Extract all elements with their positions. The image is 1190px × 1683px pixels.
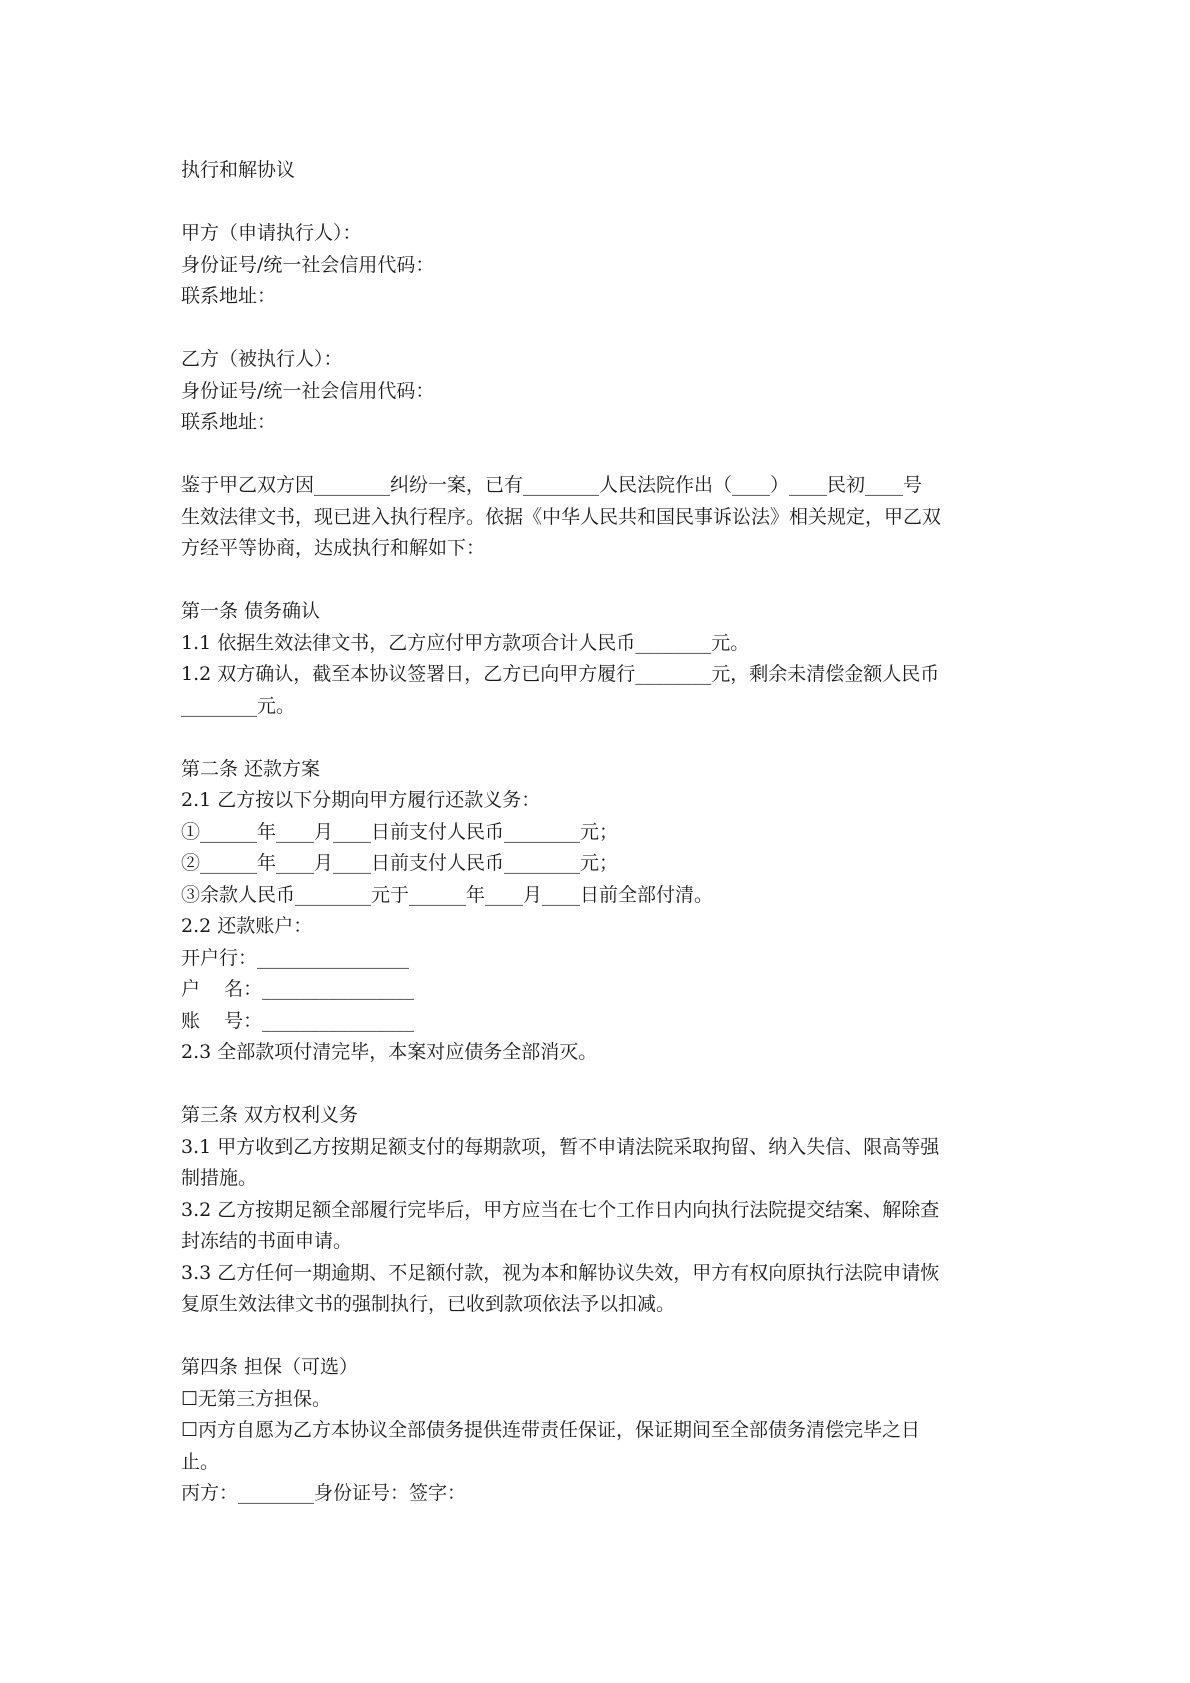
- article2-line: ②______年____月____日前支付人民币________元；: [181, 852, 619, 874]
- article4-line: 止。: [181, 1450, 220, 1473]
- guarantee-option-none[interactable]: ☐无第三方担保。: [181, 1387, 332, 1410]
- document-title: 执行和解协议: [181, 159, 296, 181]
- article2-line: 2.1 乙方按以下分期向甲方履行还款义务：: [181, 789, 541, 811]
- guarantor-signature-line: 丙方：________身份证号：签字：: [181, 1482, 467, 1504]
- account-bank-field: 开户行：________________: [181, 946, 410, 969]
- guarantee-option-third-party[interactable]: ☐丙方自愿为乙方本协议全部债务提供连带责任保证，保证期间至全部债务清偿完毕之日: [181, 1419, 921, 1441]
- party-b-address-label: 联系地址：: [181, 411, 277, 433]
- article3-line: 3.1 甲方收到乙方按期足额支付的每期款项，暂不申请法院采取拘留、纳入失信、限高等强: [181, 1135, 940, 1158]
- article2-line: ③余款人民币________元于______年____月____日前全部付清。: [181, 883, 714, 906]
- party-b-heading: 乙方（被执行人）：: [181, 348, 343, 370]
- spacer: [181, 313, 1021, 345]
- article3-heading: 第三条 双方权利义务: [181, 1104, 359, 1126]
- party-a-address-label: 联系地址：: [181, 285, 277, 307]
- article1-line: ________元。: [181, 694, 296, 717]
- account-number-field: 账 号：________________: [181, 1009, 415, 1032]
- article1-heading: 第一条 债务确认: [181, 600, 321, 622]
- article3-line: 封冻结的书面申请。: [181, 1230, 353, 1252]
- preamble-line: 生效法律文书，现已进入执行程序。依据《中华人民共和国民事诉讼法》相关规定，甲乙双: [181, 505, 942, 528]
- article1-line: 1.1 依据生效法律文书，乙方应付甲方款项合计人民币________元。: [181, 631, 750, 654]
- account-name-field: 户 名：________________: [181, 978, 415, 1000]
- party-a-id-label: 身份证号/统一社会信用代码：: [181, 253, 435, 276]
- article2-line: 2.3 全部款项付清完毕，本案对应债务全部消灭。: [181, 1041, 598, 1063]
- preamble-line: 方经平等协商，达成执行和解如下：: [181, 537, 486, 559]
- article2-line: 2.2 还款账户：: [181, 915, 313, 937]
- spacer: [181, 187, 1021, 219]
- party-a-heading: 甲方（申请执行人）：: [181, 222, 362, 244]
- spacer: [181, 722, 1021, 754]
- article2-heading: 第二条 还款方案: [181, 757, 321, 780]
- preamble-line: 鉴于甲乙双方因________纠纷一案，已有________人民法院作出（____）____民初____号: [181, 474, 923, 496]
- article3-line: 3.2 乙方按期足额全部履行完毕后，甲方应当在七个工作日内向执行法院提交结案、解除查: [181, 1198, 940, 1221]
- party-b-id-label: 身份证号/统一社会信用代码：: [181, 379, 435, 402]
- article3-line: 3.3 乙方任何一期逾期、不足额付款，视为本和解协议失效，甲方有权向原执行法院申请恢: [181, 1261, 940, 1284]
- article1-line: 1.2 双方确认，截至本协议签署日，乙方已向甲方履行________元，剩余未清偿金额人民币: [181, 663, 940, 685]
- article4-heading: 第四条 担保（可选）: [181, 1356, 359, 1378]
- article3-line: 复原生效法律文书的强制执行，已收到款项依法予以扣减。: [181, 1293, 676, 1315]
- agreement-page: [181, 155, 1021, 1510]
- spacer: [181, 1069, 1021, 1101]
- spacer: [181, 439, 1021, 471]
- spacer: [181, 565, 1021, 597]
- spacer: [181, 1321, 1021, 1353]
- article2-line: ①______年____月____日前支付人民币________元；: [181, 820, 619, 843]
- article3-line: 制措施。: [181, 1167, 258, 1189]
